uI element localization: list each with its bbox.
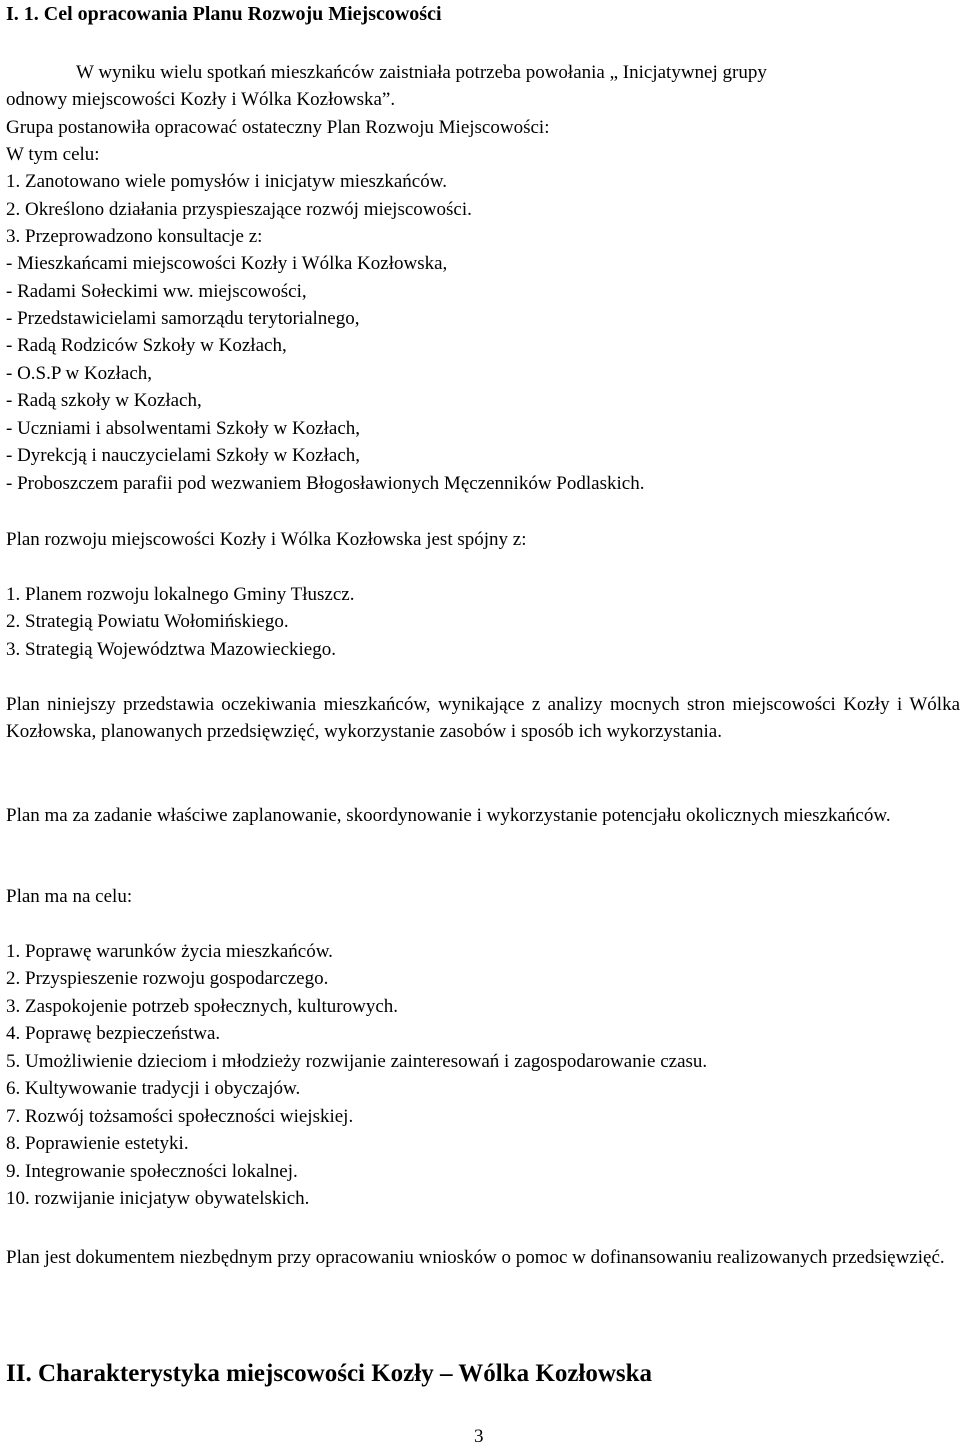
consultation-item: - Proboszczem parafii pod wezwaniem Błogosławionych Męczenników Podlaskich. (6, 473, 645, 494)
consistency-item: 3. Strategią Województwa Mazowieckiego. (6, 639, 336, 660)
goal-item: 3. Zaspokojenie potrzeb społecznych, kulturowych. (6, 996, 399, 1017)
intro-line-1: W wyniku wielu spotkań mieszkańców zaistniała potrzeba powołania „ Inicjatywnej grupy (76, 62, 767, 83)
section-1-title: I. 1. Cel opracowania Planu Rozwoju Miejscowości (6, 3, 442, 25)
intro-line-3: Grupa postanowiła opracować ostateczny Plan Rozwoju Miejscowości: (6, 117, 550, 138)
goals-intro: Plan ma na celu: (6, 886, 133, 907)
consistency-item: 1. Planem rozwoju lokalnego Gminy Tłuszcz. (6, 584, 355, 605)
goal-item: 4. Poprawę bezpieczeństwa. (6, 1023, 221, 1044)
consultation-item: - Radami Sołeckimi ww. miejscowości, (6, 281, 307, 302)
consultation-item: - Mieszkańcami miejscowości Kozły i Wólka Kozłowska, (6, 253, 448, 274)
goal-item: 10. rozwijanie inicjatyw obywatelskich. (6, 1188, 310, 1209)
section-2-title: II. Charakterystyka miejscowości Kozły – Wólka Kozłowska (6, 1360, 653, 1387)
goal-item: 2. Przyspieszenie rozwoju gospodarczego. (6, 968, 329, 989)
goal-item: 1. Poprawę warunków życia mieszkańców. (6, 941, 333, 962)
consultation-item: - Radą szkoły w Kozłach, (6, 390, 202, 411)
consultation-item: - O.S.P w Kozłach, (6, 363, 152, 384)
goal-item: 7. Rozwój tożsamości społeczności wiejskiej. (6, 1106, 354, 1127)
page-number: 3 (474, 1426, 484, 1447)
consultation-item: - Przedstawicielami samorządu terytorialnego, (6, 308, 360, 329)
step-item: 3. Przeprowadzono konsultacje z: (6, 226, 263, 247)
goal-item: 6. Kultywowanie tradycji i obyczajów. (6, 1078, 301, 1099)
intro-line-2: odnowy miejscowości Kozły i Wólka Kozłowska”. (6, 89, 396, 110)
step-item: 1. Zanotowano wiele pomysłów i inicjatyw mieszkańców. (6, 171, 447, 192)
consultation-item: - Uczniami i absolwentami Szkoły w Kozłach, (6, 418, 361, 439)
goal-item: 8. Poprawienie estetyki. (6, 1133, 189, 1154)
goal-item: 9. Integrowanie społeczności lokalnej. (6, 1161, 298, 1182)
consultation-item: - Dyrekcją i nauczycielami Szkoły w Kozłach, (6, 445, 360, 466)
paragraph-presents: Plan niniejszy przedstawia oczekiwania mieszkańców, wynikające z analizy mocnych stron miejscowości Kozły i Wólka Kozłowska, planowanych przedsięwzięć, wykorzystanie zasobów i sposób ich wykorzystania. (6, 694, 960, 742)
intro-line-4: W tym celu: (6, 144, 100, 165)
goal-item: 5. Umożliwienie dzieciom i młodzieży rozwijanie zainteresowań i zagospodarowanie czasu. (6, 1051, 708, 1072)
paragraph-task: Plan ma za zadanie właściwe zaplanowanie, skoordynowanie i wykorzystanie potencjału okolicznych mieszkańców. (6, 805, 891, 826)
consistency-intro: Plan rozwoju miejscowości Kozły i Wólka Kozłowska jest spójny z: (6, 529, 527, 550)
consultation-item: - Radą Rodziców Szkoły w Kozłach, (6, 335, 287, 356)
step-item: 2. Określono działania przyspieszające rozwój miejscowości. (6, 199, 472, 220)
paragraph-document: Plan jest dokumentem niezbędnym przy opracowaniu wniosków o pomoc w dofinansowaniu realizowanych przedsięwzięć. (6, 1247, 945, 1268)
consistency-item: 2. Strategią Powiatu Wołomińskiego. (6, 611, 289, 632)
